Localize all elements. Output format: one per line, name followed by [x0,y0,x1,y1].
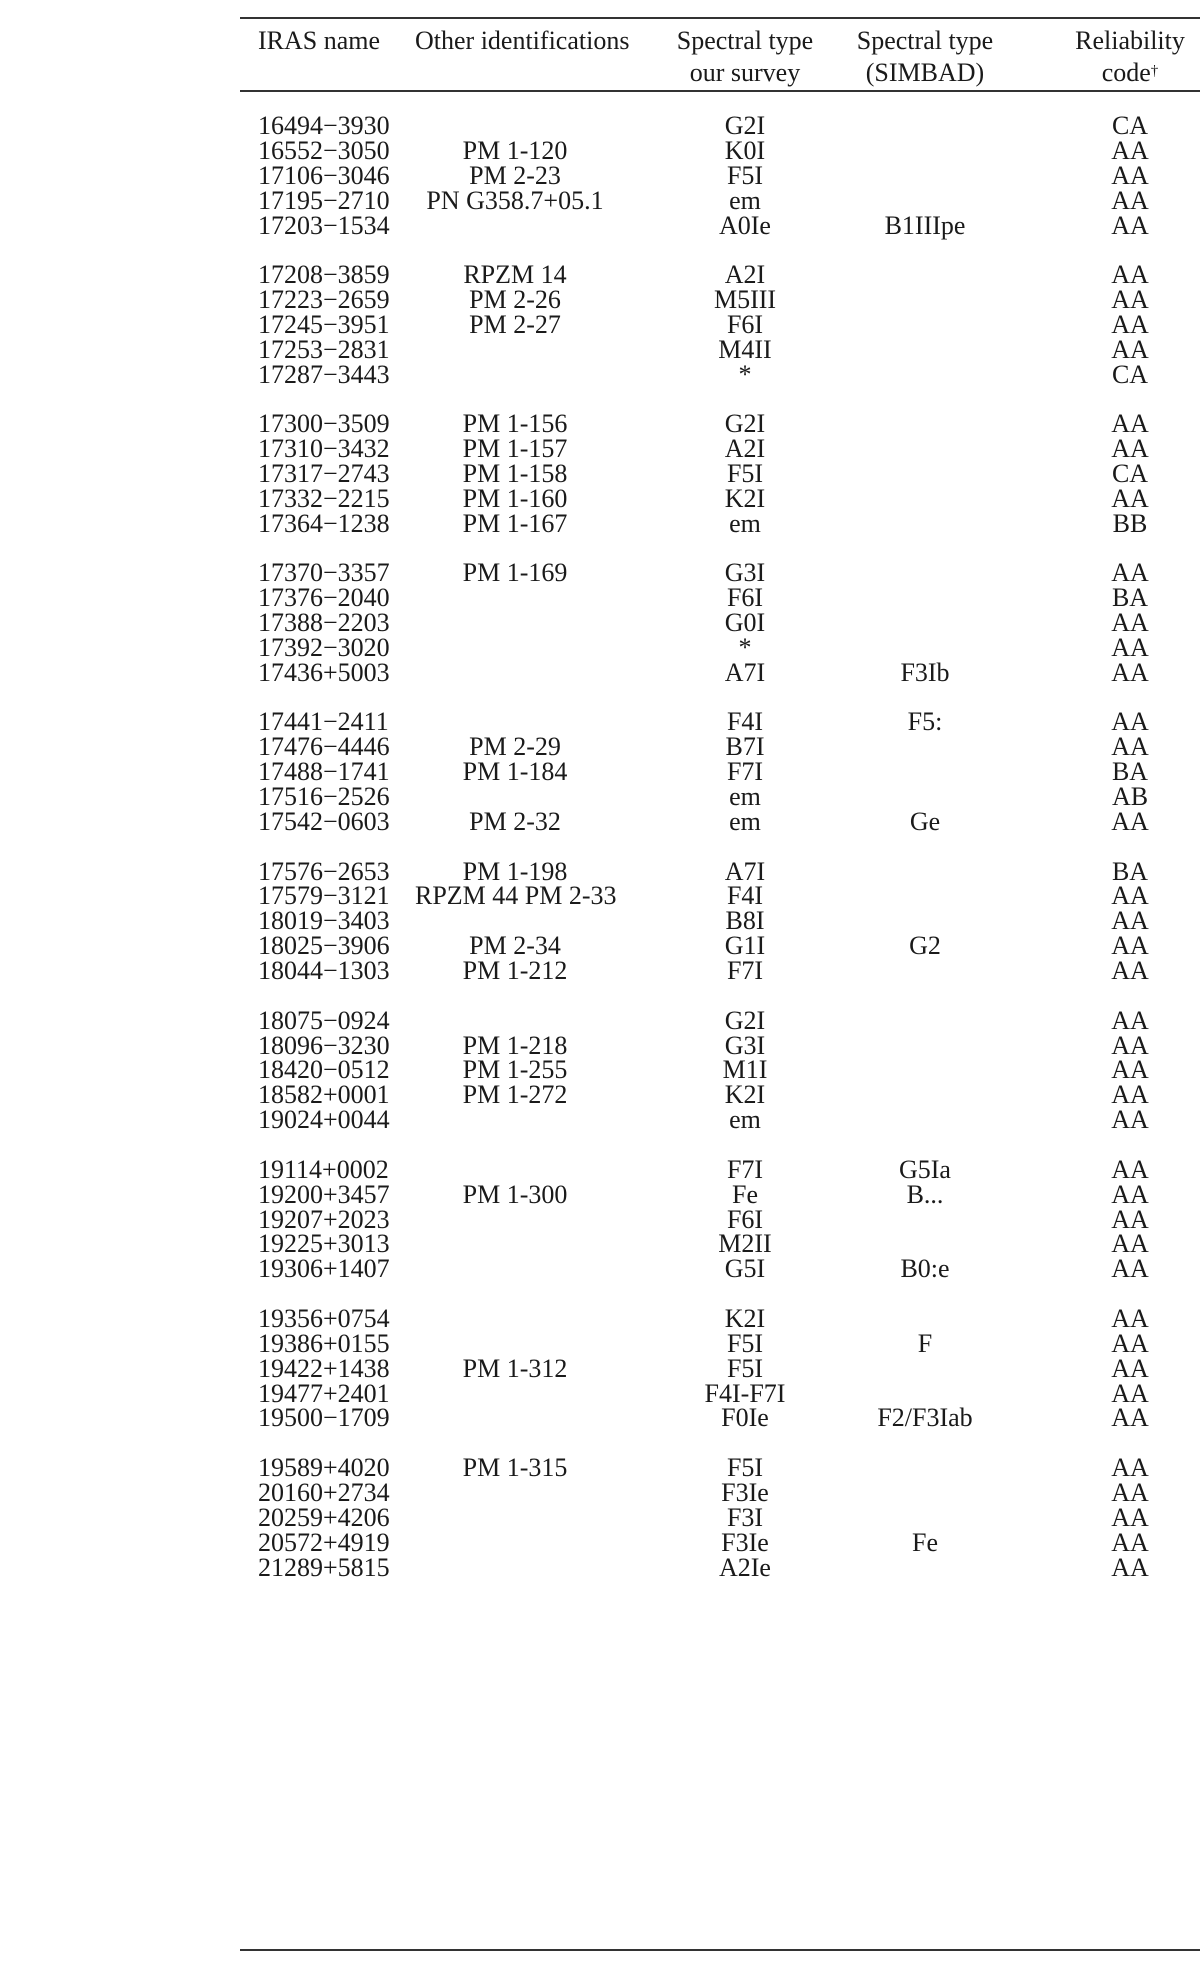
cell-spectral-our: F6I [726,583,764,613]
cell-iras-name: 19200+3457 [258,1179,390,1209]
cell-reliability-code: BA [1111,757,1149,787]
cell-other-id: PM 2-27 [469,309,561,339]
cell-reliability-code: AA [1111,1328,1149,1358]
cell-spectral-our: G0I [724,608,766,638]
cell-spectral-simbad: B0:e [900,1254,950,1284]
cell-spectral-simbad: G5Ia [899,1154,951,1184]
cell-iras-name: 18582+0001 [258,1080,390,1110]
cell-reliability-code: AA [1111,1403,1149,1433]
cell-spectral-our: G3I [724,558,766,588]
cell-spectral-our: F0Ie [721,1403,769,1433]
cell-other-id: PM 1-218 [462,1030,568,1060]
cell-spectral-our: G3I [724,1030,766,1060]
cell-iras-name: 17436+5003 [258,657,390,687]
cell-iras-name: 19386+0155 [258,1328,390,1358]
cell-other-id: PM 2-23 [469,160,561,190]
cell-iras-name: 19589+4020 [258,1452,390,1482]
cell-spectral-our: F4I [726,881,764,911]
cell-iras-name: 17223−2659 [258,285,390,314]
cell-reliability-code: AA [1111,558,1149,588]
cell-iras-name: 17208−3859 [258,260,390,290]
cell-reliability-code: AA [1111,434,1149,464]
cell-reliability-code: AA [1111,135,1149,165]
cell-other-id: PM 2-34 [469,931,561,961]
cell-iras-name: 20572+4919 [258,1527,390,1557]
cell-spectral-simbad: B1IIIpe [884,210,966,240]
cell-spectral-our: G5I [724,1254,766,1284]
cell-reliability-code: AA [1111,1105,1149,1135]
cell-reliability-code: AA [1111,906,1149,936]
cell-iras-name: 17245−3951 [258,309,390,339]
cell-iras-name: 17376−2040 [258,583,390,613]
table-row [240,1104,1200,1135]
cell-other-id: PM 1-184 [462,757,568,787]
table-header-rule [240,90,1200,92]
cell-other-id: PM 1-120 [462,135,568,165]
cell-iras-name: 17516−2526 [258,782,390,812]
cell-reliability-code: AA [1111,1303,1149,1333]
cell-reliability-code: AA [1111,956,1149,986]
cell-iras-name: 17106−3046 [258,160,390,190]
cell-reliability-code: AA [1111,881,1149,911]
cell-other-id: PN G358.7+05.1 [426,185,604,215]
cell-iras-name: 17370−3357 [258,558,390,588]
cell-iras-name: 17195−2710 [258,185,390,215]
cell-spectral-our: G1I [724,931,766,961]
cell-spectral-our: A2I [724,260,766,290]
cell-other-id: PM 1-167 [462,508,568,538]
cell-reliability-code: AA [1111,1204,1149,1234]
cell-spectral-our: A0Ie [719,210,771,240]
cell-spectral-our: em [729,508,761,538]
cell-reliability-code: AA [1111,807,1149,836]
cell-spectral-our: F5I [726,1328,764,1358]
cell-spectral-simbad: F3Ib [900,657,950,687]
cell-spectral-our: M4II [718,334,772,364]
cell-iras-name: 18019−3403 [258,906,390,936]
table-bottom-rule [240,1949,1200,1951]
cell-iras-name: 17488−1741 [258,757,390,787]
cell-iras-name: 19207+2023 [258,1204,390,1234]
cell-reliability-code: AB [1111,782,1149,812]
cell-spectral-our: K2I [724,1303,766,1333]
cell-reliability-code: AA [1111,608,1149,638]
cell-spectral-our: * [738,359,752,389]
cell-other-id: PM 1-157 [462,434,568,464]
cell-reliability-code: AA [1111,1378,1149,1408]
cell-reliability-code: AA [1111,1527,1149,1557]
cell-spectral-our: em [729,807,761,836]
cell-iras-name: 17287−3443 [258,359,390,389]
cell-iras-name: 19306+1407 [258,1254,390,1284]
cell-spectral-our: Fe [732,1179,758,1209]
cell-reliability-code: AA [1111,309,1149,339]
cell-other-id: PM 1-300 [462,1179,568,1209]
cell-reliability-code: AA [1111,1080,1149,1110]
cell-other-id: PM 1-255 [462,1055,568,1085]
cell-reliability-code: AA [1111,1477,1149,1507]
table-row [240,657,1200,688]
header-reliability-code: Reliability code† [1075,26,1185,87]
cell-iras-name: 19114+0002 [258,1154,389,1184]
cell-iras-name: 19422+1438 [258,1353,390,1383]
cell-reliability-code: AA [1111,185,1149,215]
table-row [240,955,1200,986]
cell-iras-name: 18096−3230 [258,1030,390,1060]
table-row [240,508,1200,539]
cell-iras-name: 19356+0754 [258,1303,390,1333]
cell-iras-name: 17441−2411 [258,707,389,737]
cell-other-id: PM 2-29 [469,732,561,762]
cell-spectral-our: F7I [726,956,764,986]
cell-iras-name: 19225+3013 [258,1229,390,1259]
cell-iras-name: 18044−1303 [258,956,390,986]
cell-spectral-our: F4I [726,707,764,737]
table-row [240,1552,1200,1583]
cell-iras-name: 17300−3509 [258,409,390,439]
cell-spectral-simbad: F5: [907,707,943,737]
cell-spectral-simbad: Ge [909,807,941,836]
cell-iras-name: 17364−1238 [258,508,390,538]
cell-spectral-our: K2I [724,483,766,513]
cell-reliability-code: AA [1111,1154,1149,1184]
cell-spectral-our: K0I [724,135,766,165]
cell-other-id: PM 1-158 [462,459,568,488]
cell-reliability-code: AA [1111,483,1149,513]
table-row [240,1402,1200,1433]
cell-other-id: RPZM 14 [463,260,567,290]
cell-reliability-code: AA [1111,1502,1149,1532]
cell-spectral-our: A7I [724,856,766,886]
cell-reliability-code: AA [1111,160,1149,190]
table-top-rule [240,17,1200,19]
header-other-identifications: Other identifications [415,26,630,55]
cell-iras-name: 17203−1534 [258,210,390,240]
cell-iras-name: 19024+0044 [258,1105,390,1135]
cell-reliability-code: AA [1111,210,1149,240]
cell-spectral-our: F7I [726,1154,764,1184]
cell-spectral-our: em [729,185,761,215]
cell-spectral-simbad: F [917,1328,933,1358]
cell-spectral-our: K2I [724,1080,766,1110]
cell-reliability-code: AA [1111,1452,1149,1482]
cell-spectral-our: F5I [726,1452,764,1482]
cell-iras-name: 17579−3121 [258,881,390,911]
cell-reliability-code: BB [1112,508,1148,538]
cell-reliability-code: AA [1111,1055,1149,1085]
header-iras-name: IRAS name [258,26,381,55]
table-header [240,25,1200,89]
cell-iras-name: 18075−0924 [258,1005,390,1035]
cell-reliability-code: AA [1111,707,1149,737]
cell-iras-name: 17317−2743 [258,459,390,488]
footnote-dagger: † [1150,63,1159,79]
cell-reliability-code: AA [1111,1353,1149,1383]
cell-iras-name: 16494−3930 [258,111,390,140]
cell-iras-name: 17310−3432 [258,434,390,464]
cell-other-id: PM 1-169 [462,558,568,588]
cell-iras-name: 17392−3020 [258,633,390,662]
cell-spectral-our: G2I [724,111,766,140]
cell-reliability-code: AA [1111,260,1149,290]
cell-other-id: PM 1-312 [462,1353,568,1383]
cell-spectral-simbad: B... [906,1179,944,1209]
cell-spectral-our: F5I [726,160,764,190]
cell-spectral-our: A2I [724,434,766,464]
cell-spectral-simbad: G2 [909,931,941,961]
cell-spectral-our: F5I [726,459,764,488]
cell-other-id: PM 1-156 [462,409,568,439]
cell-reliability-code: CA [1111,111,1149,140]
cell-reliability-code: CA [1111,459,1149,488]
cell-reliability-code: AA [1111,1179,1149,1209]
cell-other-id: PM 1-272 [462,1080,568,1110]
cell-reliability-code: AA [1111,1552,1149,1582]
cell-spectral-our: B8I [725,906,765,936]
cell-reliability-code: AA [1111,732,1149,762]
cell-other-id: PM 2-26 [469,285,561,314]
table-row [240,359,1200,390]
cell-iras-name: 19500−1709 [258,1403,390,1433]
cell-reliability-code: AA [1111,334,1149,364]
header-spectral-type-our-survey: Spectral type our survey [676,26,814,87]
cell-other-id: RPZM 44 PM 2-33 [415,881,617,911]
cell-spectral-our: M2II [718,1229,772,1259]
cell-iras-name: 16552−3050 [258,135,390,165]
cell-reliability-code: AA [1111,285,1149,314]
cell-spectral-our: B7I [725,732,765,762]
cell-spectral-our: F5I [726,1353,764,1383]
cell-spectral-our: F6I [726,309,764,339]
cell-reliability-code: AA [1111,657,1149,687]
cell-reliability-code: AA [1111,1229,1149,1259]
cell-other-id: PM 1-160 [462,483,568,513]
table-row [240,806,1200,837]
cell-reliability-code: AA [1111,1005,1149,1035]
cell-iras-name: 17253−2831 [258,334,390,364]
cell-spectral-our: A7I [724,657,766,687]
cell-reliability-code: CA [1111,359,1149,389]
cell-spectral-our: * [738,633,752,662]
cell-reliability-code: BA [1111,856,1149,886]
cell-iras-name: 17476−4446 [258,732,390,762]
cell-reliability-code: AA [1111,931,1149,961]
cell-iras-name: 18420−0512 [258,1055,390,1085]
cell-reliability-code: AA [1111,1030,1149,1060]
table-row [240,210,1200,241]
cell-other-id: PM 1-315 [462,1452,568,1482]
cell-other-id: PM 1-212 [462,956,568,986]
cell-reliability-code: AA [1111,633,1149,662]
cell-spectral-our: F7I [726,757,764,787]
cell-spectral-our: G2I [724,1005,766,1035]
cell-reliability-code: AA [1111,1254,1149,1284]
cell-iras-name: 17332−2215 [258,483,390,513]
table-row [240,1253,1200,1284]
cell-reliability-code: BA [1111,583,1149,613]
cell-spectral-our: M1I [722,1055,768,1085]
cell-spectral-our: F6I [726,1204,764,1234]
cell-iras-name: 19477+2401 [258,1378,390,1408]
cell-iras-name: 18025−3906 [258,931,390,961]
cell-spectral-our: em [729,1105,761,1135]
cell-spectral-our: F3Ie [721,1527,769,1557]
cell-spectral-our: G2I [724,409,766,439]
cell-reliability-code: AA [1111,409,1149,439]
header-spectral-type-simbad: Spectral type (SIMBAD) [856,26,994,87]
cell-spectral-our: F3Ie [721,1477,769,1507]
cell-spectral-our: F3I [726,1502,764,1532]
cell-spectral-our: A2Ie [719,1552,771,1582]
cell-spectral-simbad: Fe [912,1527,938,1557]
cell-iras-name: 21289+5815 [258,1552,390,1582]
cell-iras-name: 17542−0603 [258,807,390,836]
cell-other-id: PM 1-198 [462,856,568,886]
cell-spectral-simbad: F2/F3Iab [877,1403,973,1433]
cell-spectral-our: M5III [713,285,777,314]
cell-iras-name: 17576−2653 [258,856,390,886]
cell-iras-name: 20160+2734 [258,1477,390,1507]
cell-spectral-our: em [729,782,761,812]
cell-spectral-our: F4I-F7I [704,1378,786,1408]
cell-other-id: PM 2-32 [469,807,561,836]
cell-iras-name: 20259+4206 [258,1502,390,1532]
cell-iras-name: 17388−2203 [258,608,390,638]
